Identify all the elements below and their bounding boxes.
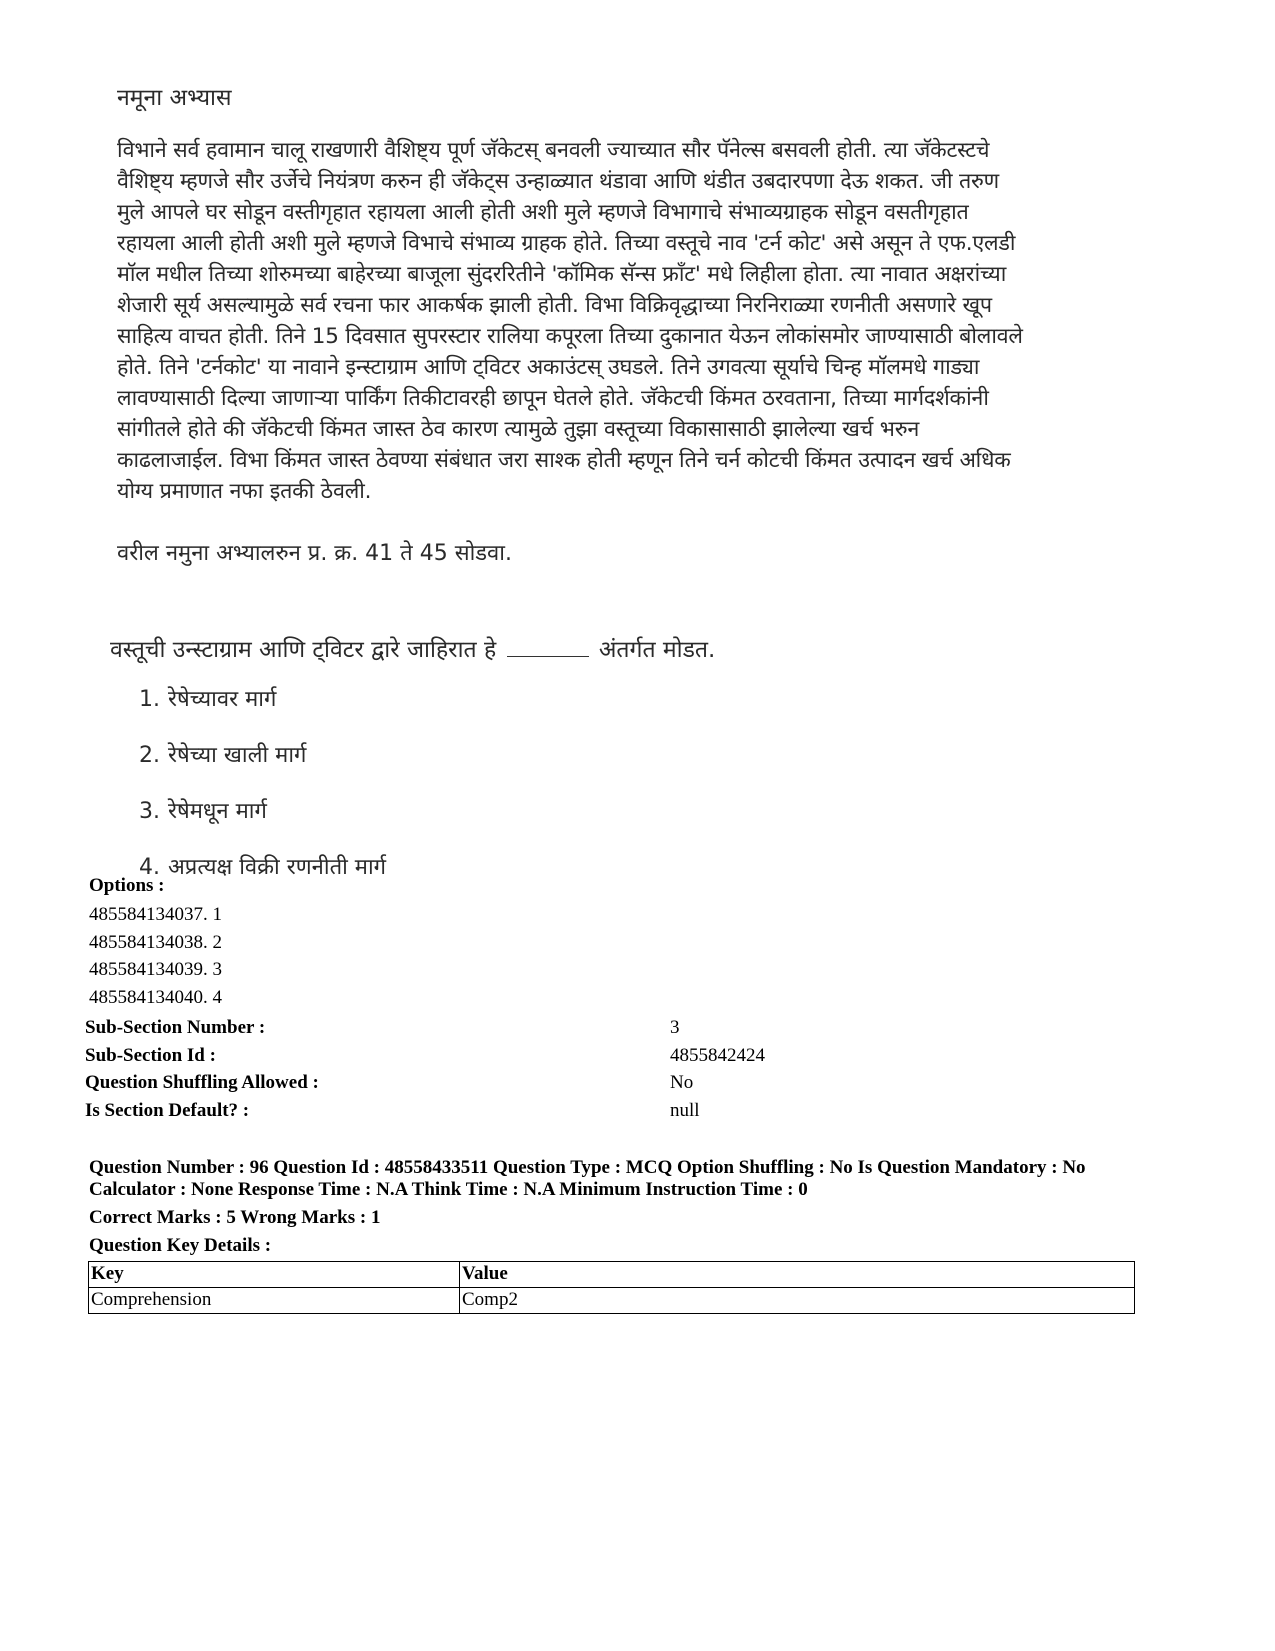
case-study-line: शेजारी सूर्य असल्यामुळे सर्व रचना फार आकर्षक झाली होती. विभा विक्रिवृद्धाच्या निरनिराळ्या रणनीती असणारे खूप xyxy=(117,293,992,318)
subsection-key: Sub-Section Id : xyxy=(85,1044,216,1066)
table-row xyxy=(89,1288,1135,1314)
question-key-table xyxy=(88,1261,1135,1314)
answer-choice xyxy=(139,685,386,741)
case-study-line: मॉल मधील तिच्या शोरुमच्या बाहेरच्या बाजूला सुंदररितीने 'कॉमिक सॅन्स फ्रॉंट' मधे लिहीला होता. त्या नावात अक्षरांच्या xyxy=(117,262,1007,287)
case-study-line: योग्य प्रमाणात नफा इतकी ठेवली. xyxy=(117,479,372,504)
answer-choice xyxy=(139,741,386,797)
case-study-line: वैशिष्ट्य म्हणजे सौर उर्जेचे नियंत्रण करुन ही जॅकेट्स उन्हाळ्यात थंडावा आणि थंडीत उबदारपणा देऊ शकत. जी तरुण xyxy=(117,169,1000,194)
options-label: Options : xyxy=(89,875,165,896)
case-study-line: साहित्य वाचत होती. तिने 15 दिवसात सुपरस्टार रालिया कपूरला तिच्या दुकानात येऊन लोकांसमोर जाण्यासाठी बोलावले xyxy=(117,324,1023,349)
subsection-row xyxy=(85,1069,785,1097)
question-stem xyxy=(110,632,715,664)
subsection-value: 4855842424 xyxy=(670,1044,765,1066)
subsection-key: Question Shuffling Allowed : xyxy=(85,1072,319,1093)
subsection-value: null xyxy=(670,1099,700,1121)
option-item: 485584134039. 3 xyxy=(89,959,222,980)
table-cell-value: Comp2 xyxy=(460,1288,1135,1314)
choice-text: रेषेमधून मार्ग xyxy=(168,799,267,824)
choice-text: रेषेच्या खाली मार्ग xyxy=(168,743,307,768)
choice-number: 4. xyxy=(139,855,160,880)
case-study-line: मुले आपले घर सोडून वस्तीगृहात रहायला आली होती अशी मुले म्हणजे विभागाचे संभाव्यग्राहक सोडून वसतीगृहात xyxy=(117,200,969,225)
option-item: 485584134037. 1 xyxy=(89,904,222,925)
case-study-line: लावण्यासाठी दिल्या जाणाऱ्या पार्किंग तिकीटावरही छापून घेतले होते. जॅकेटची किंमत ठरवताना, तिच्या मार्गदर्शकांनी xyxy=(117,386,989,411)
choice-number: 1. xyxy=(139,687,160,712)
subsection-value: 3 xyxy=(670,1017,680,1038)
choice-text: अप्रत्यक्ष विक्री रणनीती मार्ग xyxy=(168,855,387,880)
question-marks: Correct Marks : 5 Wrong Marks : 1 xyxy=(89,1207,381,1228)
fill-in-blank xyxy=(507,636,589,657)
case-study-line: विभाने सर्व हवामान चालू राखणारी वैशिष्ट्य पूर्ण जॅकेटस् बनवली ज्याच्यात सौर पॅनेल्स बसवली होती. त्या जॅकेटस्टचे xyxy=(117,138,990,163)
question-stem-end: अंतर्गत मोडत. xyxy=(598,637,716,663)
answer-choice xyxy=(139,797,386,853)
option-item: 485584134038. 2 xyxy=(89,931,222,953)
subsection-row xyxy=(85,1097,785,1125)
case-study-line: सांगीतले होते की जॅकेटची किंमत जास्त ठेव कारण त्यामुळे तुझा वस्तूच्या विकासासाठी झालेल्या खर्च भरुन xyxy=(117,417,920,442)
subsection-details xyxy=(85,1014,785,1124)
case-study-line: होते. तिने 'टर्नकोट' या नावाने इन्स्टाग्राम आणि ट्विटर अकाउंटस् उघडले. तिने उगवत्या सूर्याचे चिन्ह मॉलमधे गाड्या xyxy=(117,355,980,380)
subsection-row xyxy=(85,1014,785,1042)
case-study-body xyxy=(117,135,1127,507)
table-header-key: Key xyxy=(89,1262,460,1288)
case-study-line: काढलाजाईल. विभा किंमत जास्त ठेवण्या संबंधात जरा साश्क होती म्हणून तिने चर्न कोटची किंमत उत्पादन खर्च अधिक xyxy=(117,448,1011,473)
options-list xyxy=(89,901,222,1011)
question-info: Question Number : 96 Question Id : 48558433511 Question Type : MCQ Option Shuffling : No Is Question Mandatory : No Calculator : None Response Time : N.A Think Time : N.A Minimum Instruction Time : 0 xyxy=(89,1157,1086,1200)
case-study-line: रहायला आली होती अशी मुले म्हणजे विभाचे संभाव्य ग्राहक होते. तिच्या वस्तूचे नाव 'टर्न कोट' असे असून ते एफ.एलडी xyxy=(117,231,1016,256)
subsection-key: Sub-Section Number : xyxy=(85,1017,266,1038)
choice-text: रेषेच्यावर मार्ग xyxy=(168,687,277,712)
table-header-row xyxy=(89,1262,1135,1288)
question-stem-start: वस्तूची उन्स्टाग्राम आणि ट्विटर द्वारे जाहिरात हे xyxy=(110,637,497,663)
answer-choices xyxy=(139,685,386,909)
choice-number: 2. xyxy=(139,743,160,768)
option-item: 485584134040. 4 xyxy=(89,986,222,1008)
choice-number: 3. xyxy=(139,799,160,824)
case-study-instruction: वरील नमुना अभ्यालरुन प्र. क्र. 41 ते 45 सोडवा. xyxy=(117,541,512,566)
table-header-value: Value xyxy=(460,1262,1135,1288)
table-cell-key: Comprehension xyxy=(89,1288,460,1314)
case-study-heading: नमूना अभ्यास xyxy=(117,85,232,111)
subsection-value: No xyxy=(670,1072,694,1093)
subsection-key: Is Section Default? : xyxy=(85,1099,250,1121)
question-key-details-label: Question Key Details : xyxy=(89,1235,272,1256)
subsection-row xyxy=(85,1042,785,1070)
